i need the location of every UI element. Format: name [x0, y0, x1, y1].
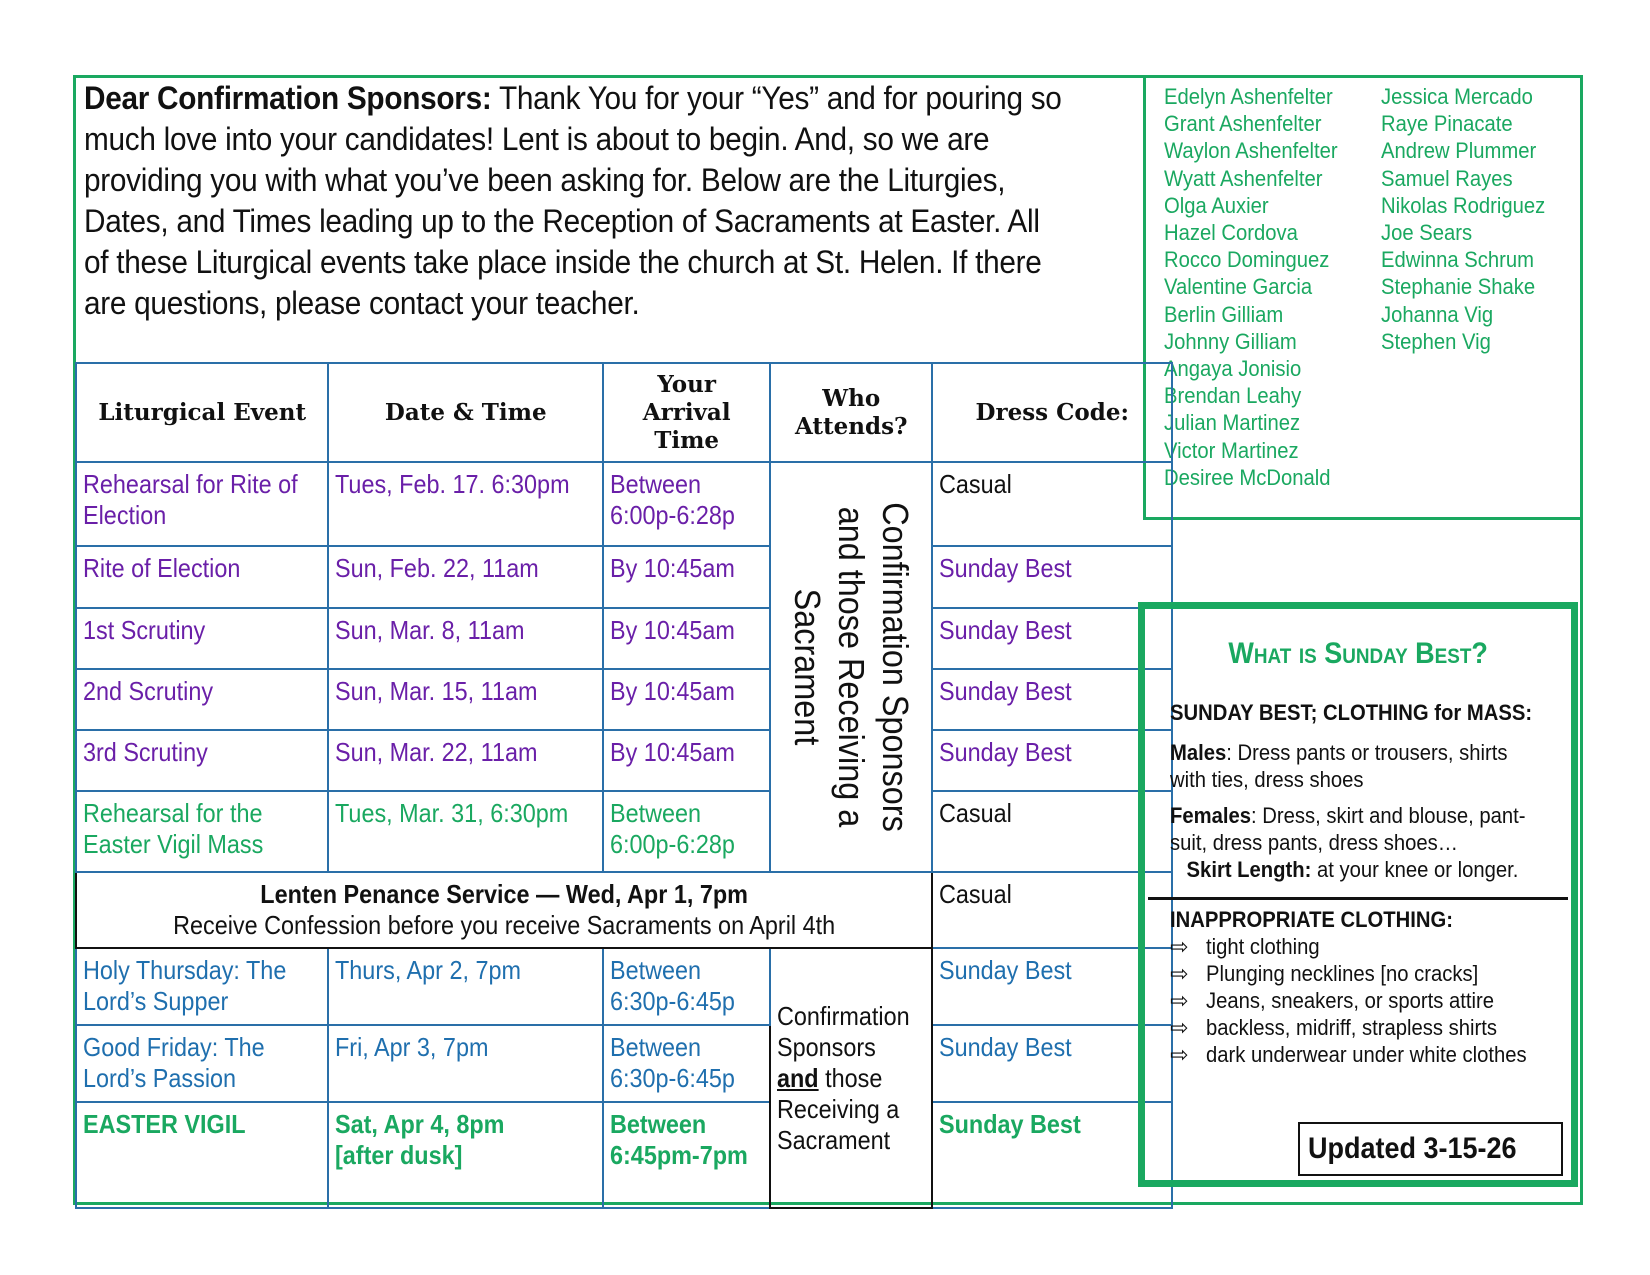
candidate-name: Samuel Rayes	[1381, 165, 1513, 191]
dress-cell: Casual	[932, 462, 1172, 546]
arrival-cell: By 10:45am	[603, 608, 770, 669]
candidate-name: Wyatt Ashenfelter	[1164, 165, 1323, 191]
event-cell: 2nd Scrutiny	[76, 669, 328, 730]
list-item: ⇨ dark underwear under white clothes	[1170, 1042, 1527, 1067]
candidate-names-box	[1143, 75, 1583, 520]
event-cell: Rehearsal for Rite of Election	[76, 462, 328, 546]
date-cell: Fri, Apr 3, 7pm	[328, 1025, 603, 1102]
dress-cell: Sunday Best	[932, 1025, 1172, 1102]
table-row	[76, 730, 1172, 791]
candidate-name: Julian Martinez	[1164, 410, 1301, 436]
table-row	[76, 462, 1172, 546]
date-cell: Sat, Apr 4, 8pm [after dusk]	[328, 1102, 603, 1208]
dress-cell: Sunday Best	[932, 730, 1172, 791]
arrival-cell: Between 6:30p-6:45p	[603, 1025, 770, 1102]
sunday-best-box	[1138, 602, 1578, 1187]
event-cell: 3rd Scrutiny	[76, 730, 328, 791]
dress-cell: Sunday Best	[932, 1102, 1172, 1208]
date-cell: Thurs, Apr 2, 7pm	[328, 948, 603, 1025]
penance-service-cell	[76, 872, 932, 948]
arrow-icon: ⇨	[1170, 988, 1189, 1013]
candidate-name: Andrew Plummer	[1381, 138, 1537, 164]
inappropriate-title: INAPPROPRIATE CLOTHING:	[1170, 907, 1453, 932]
date-cell: Sun, Mar. 22, 11am	[328, 730, 603, 791]
event-cell: EASTER VIGIL	[76, 1102, 328, 1208]
arrival-cell: Between 6:45pm-7pm	[603, 1102, 770, 1208]
dress-cell: Sunday Best	[932, 948, 1172, 1025]
table-row	[76, 1025, 1172, 1102]
penance-subtitle: Receive Confession before you receive Sacraments on April 4th	[173, 910, 836, 940]
who-attends-lower-cell: Confirmation Sponsors and those Receiving a Sacrament	[770, 948, 932, 1208]
names-column-2	[1381, 83, 1560, 355]
candidate-name: Joe Sears	[1381, 220, 1473, 246]
table-header-row	[76, 363, 1172, 462]
candidate-name: Johanna Vig	[1381, 301, 1494, 327]
dress-cell: Sunday Best	[932, 608, 1172, 669]
candidate-name: Rocco Dominguez	[1164, 247, 1330, 273]
event-cell: Rite of Election	[76, 546, 328, 608]
liturgy-schedule-table	[75, 362, 1173, 1209]
candidate-name: Johnny Gilliam	[1164, 328, 1297, 354]
list-item: ⇨ backless, midriff, strapless shirts	[1170, 1015, 1497, 1040]
candidate-name: Edwinna Schrum	[1381, 247, 1535, 273]
header-date-time: Date & Time	[328, 363, 603, 462]
candidate-name: Desiree McDonald	[1164, 464, 1331, 490]
candidate-name: Angaya Jonisio	[1164, 356, 1302, 382]
candidate-name: Stephen Vig	[1381, 328, 1491, 354]
candidate-name: Waylon Ashenfelter	[1164, 138, 1338, 164]
candidate-name: Edelyn Ashenfelter	[1164, 84, 1333, 109]
candidate-name: Nikolas Rodriguez	[1381, 192, 1546, 218]
arrival-cell: By 10:45am	[603, 546, 770, 608]
who-attends-vertical-text: Confirmation Sponsors and those Receiving a Sacrament	[787, 502, 917, 832]
who-attends-vertical-cell	[770, 462, 932, 872]
candidate-name: Hazel Cordova	[1164, 220, 1298, 246]
dress-cell: Sunday Best	[932, 669, 1172, 730]
table-row	[76, 791, 1172, 872]
dress-cell: Casual	[932, 872, 1172, 948]
candidate-name: Jessica Mercado	[1381, 84, 1533, 109]
event-cell: Rehearsal for the Easter Vigil Mass	[76, 791, 328, 872]
header-liturgical-event: Liturgical Event	[76, 363, 328, 462]
header-who-attends: Who Attends?	[770, 363, 932, 462]
penance-title: Lenten Penance Service — Wed, Apr 1, 7pm	[260, 879, 748, 909]
date-cell: Tues, Feb. 17. 6:30pm	[328, 462, 603, 546]
sunday-best-subtitle: SUNDAY BEST; CLOTHING for MASS:	[1170, 700, 1533, 725]
header-arrival-time: Your Arrival Time	[603, 363, 770, 462]
list-item: ⇨ tight clothing	[1170, 934, 1320, 959]
table-row	[76, 948, 1172, 1025]
list-item: ⇨ Plunging necklines [no cracks]	[1170, 961, 1479, 986]
list-item: ⇨ Jeans, sneakers, or sports attire	[1170, 988, 1494, 1013]
arrival-cell: Between 6:00p-6:28p	[603, 462, 770, 546]
table-row	[76, 546, 1172, 608]
candidate-name: Raye Pinacate	[1381, 111, 1513, 137]
sunday-best-title: What is Sunday Best?	[1228, 637, 1488, 670]
intro-paragraph	[84, 78, 1070, 324]
table-row	[76, 1102, 1172, 1208]
updated-date-badge: Updated 3-15-26	[1298, 1122, 1563, 1176]
candidate-name: Brendan Leahy	[1164, 383, 1302, 409]
arrival-cell: By 10:45am	[603, 730, 770, 791]
candidate-name: Olga Auxier	[1164, 192, 1269, 218]
names-column-1	[1164, 83, 1353, 491]
arrival-cell: Between 6:30p-6:45p	[603, 948, 770, 1025]
section-divider	[1148, 897, 1568, 900]
event-cell: Good Friday: The Lord’s Passion	[76, 1025, 328, 1102]
candidate-name: Valentine Garcia	[1164, 274, 1313, 300]
intro-heading: Dear Confirmation Sponsors:	[84, 80, 492, 116]
header-dress-code: Dress Code:	[932, 363, 1172, 462]
table-row	[76, 608, 1172, 669]
arrow-icon: ⇨	[1170, 1015, 1189, 1040]
females-guideline: Females: Dress, skirt and blouse, pant- suit, dress pants, dress shoes… Skirt Length: at your knee or longer.	[1170, 803, 1526, 882]
arrival-cell: By 10:45am	[603, 669, 770, 730]
dress-cell: Sunday Best	[932, 546, 1172, 608]
arrow-icon: ⇨	[1170, 934, 1189, 959]
date-cell: Sun, Mar. 15, 11am	[328, 669, 603, 730]
intro-body: Thank You for your “Yes” and for pouring so much love into your candidates! Lent is about to begin. And, so we are providing you with what you’ve been asking for. Below are the Liturgies, Dates, and Times leading up to the Reception of Sacraments at Easter. All of these Liturgical events take place inside the church at St. Helen. If there are questions, please contact your teacher.	[84, 80, 1062, 321]
event-cell: Holy Thursday: The Lord’s Supper	[76, 948, 328, 1025]
penance-row	[76, 872, 1172, 948]
table-row	[76, 669, 1172, 730]
date-cell: Sun, Feb. 22, 11am	[328, 546, 603, 608]
inappropriate-list	[1170, 933, 1560, 1068]
arrival-cell: Between 6:00p-6:28p	[603, 791, 770, 872]
date-cell: Sun, Mar. 8, 11am	[328, 608, 603, 669]
candidate-name: Berlin Gilliam	[1164, 301, 1284, 327]
arrow-icon: ⇨	[1170, 1042, 1189, 1067]
candidate-name: Grant Ashenfelter	[1164, 111, 1322, 137]
event-cell: 1st Scrutiny	[76, 608, 328, 669]
dress-cell: Casual	[932, 791, 1172, 872]
males-guideline: Males: Dress pants or trousers, shirts with ties, dress shoes	[1170, 740, 1508, 792]
candidate-name: Victor Martinez	[1164, 437, 1299, 463]
date-cell: Tues, Mar. 31, 6:30pm	[328, 791, 603, 872]
candidate-name: Stephanie Shake	[1381, 274, 1536, 300]
arrow-icon: ⇨	[1170, 961, 1189, 986]
